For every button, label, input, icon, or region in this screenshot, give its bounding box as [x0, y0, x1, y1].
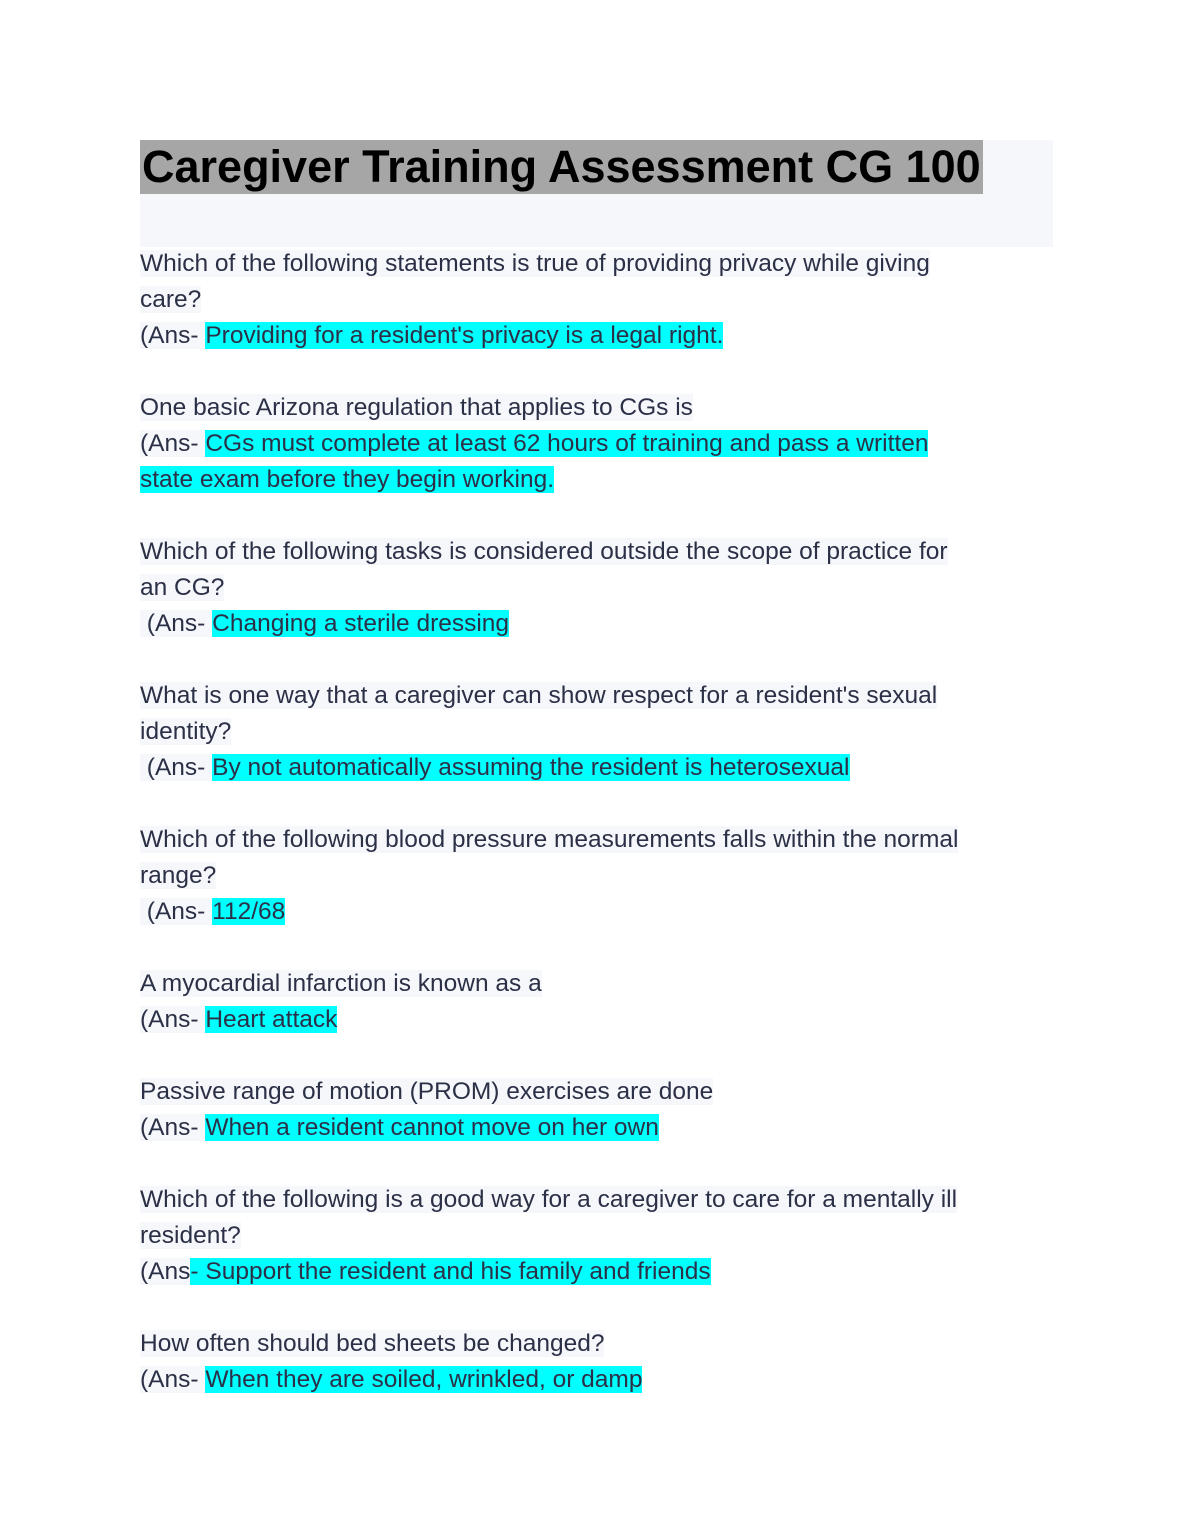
question-text: resident? [140, 1222, 241, 1249]
answer-highlight: - Support the resident and his family and friends [190, 1258, 711, 1285]
document-title: Caregiver Training Assessment CG 100 [142, 141, 981, 192]
question-text: care? [140, 286, 202, 313]
answer-highlight: 112/68 [212, 898, 286, 925]
answer-highlight: When they are soiled, wrinkled, or damp [205, 1366, 643, 1393]
answer-highlight: When a resident cannot move on her own [205, 1114, 659, 1141]
answer-prefix: (Ans- [140, 1366, 206, 1393]
question-text: Which of the following statements is true of providing privacy while giving [140, 250, 930, 277]
qa-item [140, 246, 1055, 354]
answer-prefix: (Ans- [140, 322, 206, 349]
answer-prefix: (Ans- [140, 1114, 206, 1141]
answer-prefix: (Ans- [140, 610, 213, 637]
question-text: Passive range of motion (PROM) exercises are done [140, 1078, 714, 1105]
qa-item [140, 678, 1055, 786]
qa-item [140, 1326, 1055, 1398]
question-text: How often should bed sheets be changed? [140, 1330, 605, 1357]
question-text: One basic Arizona regulation that applies to CGs is [140, 394, 693, 421]
question-text: Which of the following tasks is considered outside the scope of practice for [140, 538, 948, 565]
title-block [140, 140, 1053, 247]
qa-item [140, 822, 1055, 930]
answer-highlight: By not automatically assuming the resident is heterosexual [212, 754, 850, 781]
qa-item [140, 534, 1055, 642]
answer-prefix: (Ans [140, 1258, 191, 1285]
answer-prefix: (Ans- [140, 1006, 206, 1033]
question-text: an CG? [140, 574, 225, 601]
question-text: Which of the following is a good way for a caregiver to care for a mentally ill [140, 1186, 958, 1213]
qa-item [140, 390, 1055, 498]
answer-highlight: Heart attack [205, 1006, 338, 1033]
qa-item [140, 1074, 1055, 1146]
question-text: What is one way that a caregiver can show respect for a resident's sexual [140, 682, 938, 709]
answer-highlight: CGs must complete at least 62 hours of training and pass a written [205, 430, 929, 457]
qa-list [140, 246, 1055, 1434]
answer-prefix: (Ans- [140, 754, 213, 781]
question-text: range? [140, 862, 217, 889]
qa-item [140, 1182, 1055, 1290]
answer-highlight: Providing for a resident's privacy is a legal right. [205, 322, 724, 349]
answer-prefix: (Ans- [140, 898, 213, 925]
answer-prefix: (Ans- [140, 430, 206, 457]
answer-highlight: Changing a sterile dressing [212, 610, 510, 637]
question-text: Which of the following blood pressure measurements falls within the normal [140, 826, 959, 853]
question-text: A myocardial infarction is known as a [140, 970, 542, 997]
qa-item [140, 966, 1055, 1038]
question-text: identity? [140, 718, 232, 745]
answer-highlight: state exam before they begin working. [140, 466, 555, 493]
